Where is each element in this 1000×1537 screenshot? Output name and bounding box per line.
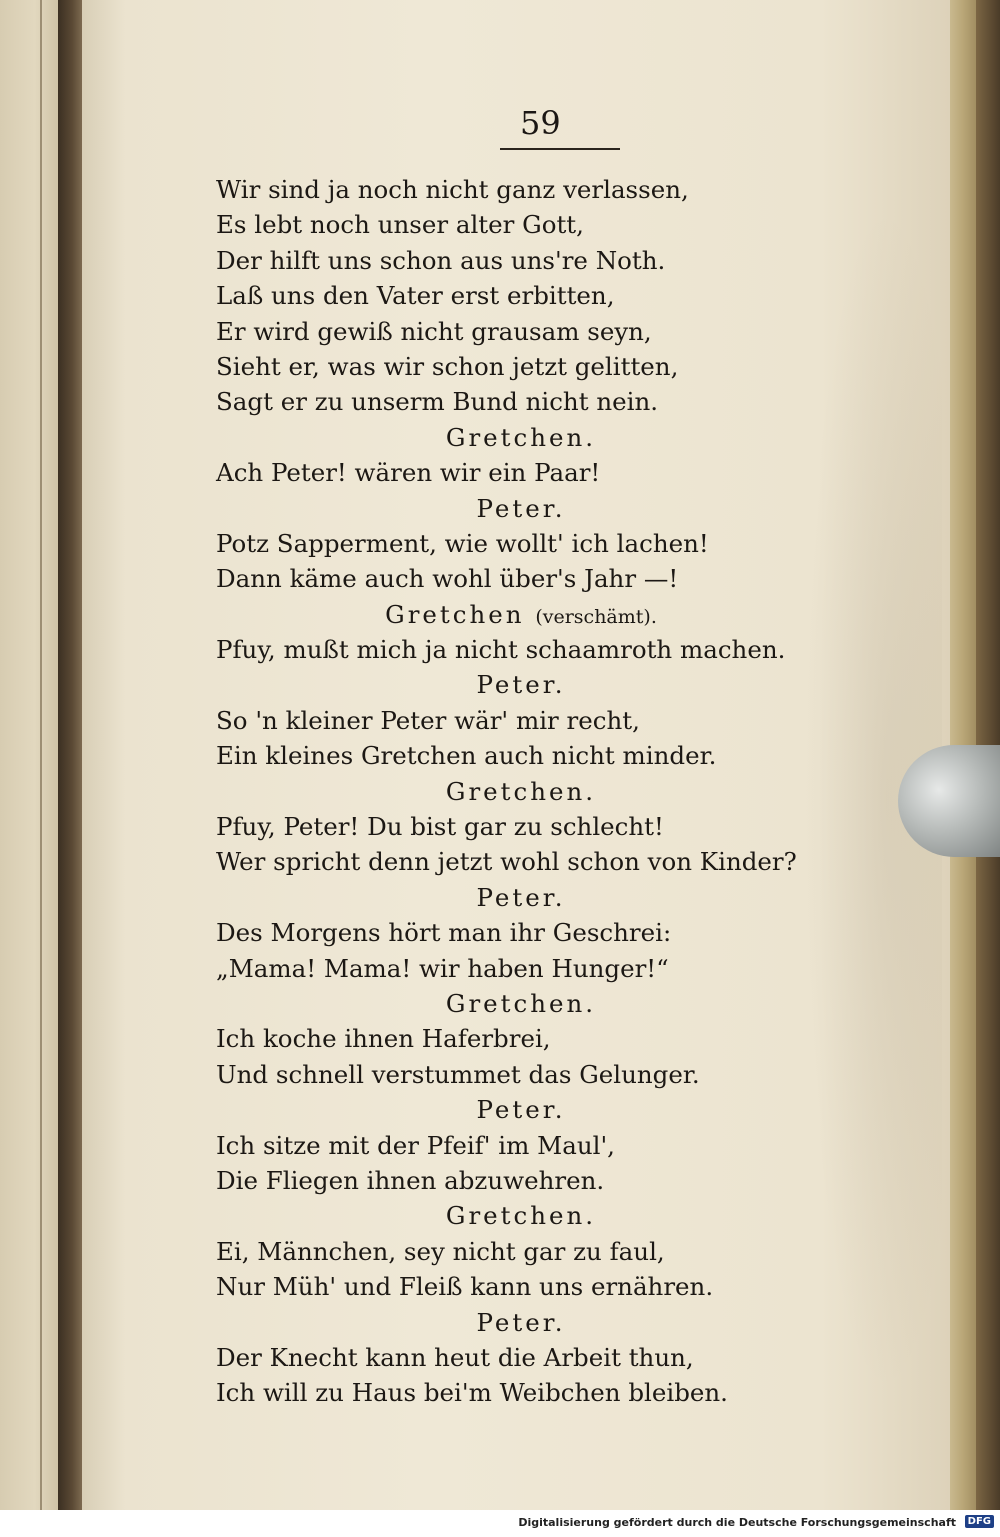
verse-line: Er wird gewiß nicht grausam seyn, [216,316,652,346]
speaker-label: Peter. [476,493,566,523]
page-weight-clip [898,745,1000,857]
speaker-name [216,597,736,632]
verse-line: Ich will zu Haus bei'm Weibchen bleiben. [216,1378,728,1408]
verse-line: So 'n kleiner Peter wär' mir recht, [216,705,640,735]
speaker-label: Peter. [476,1307,566,1337]
poem-text [216,172,896,1411]
verse-line: Dann käme auch wohl über's Jahr —! [216,564,679,594]
left-page-edge [0,0,58,1510]
verse-line: Potz Sapperment, wie wollt' ich lachen! [216,528,709,558]
verse-line: Des Morgens hört man ihr Geschrei: [216,918,672,948]
speaker-name [216,1305,736,1340]
verse-line: Ei, Männchen, sey nicht gar zu faul, [216,1236,665,1266]
verse-line: Pfuy, Peter! Du bist gar zu schlecht! [216,812,664,842]
verse-line: Die Fliegen ihnen abzuwehren. [216,1165,605,1195]
verse-line: Wer spricht denn jetzt wohl schon von Kinder? [216,847,797,877]
verse-line: Ich koche ihnen Haferbrei, [216,1024,551,1054]
speaker-label: Gretchen. [445,422,597,452]
speaker-label: Gretchen [385,599,525,629]
speaker-name [216,420,736,455]
verse-line: Wir sind ja noch nicht ganz verlassen, [216,175,689,204]
speaker-label: Gretchen. [445,1201,597,1231]
verse-line: Nur Müh' und Fleiß kann uns ernähren. [216,1272,714,1302]
speaker-name [216,667,736,702]
verse-line: Sieht er, was wir schon jetzt gelitten, [216,351,679,381]
speaker-label: Gretchen. [445,776,597,806]
verse-line: Ein kleines Gretchen auch nicht minder. [216,741,717,771]
dfg-logo: DFG [965,1515,994,1528]
speaker-name [216,1092,736,1127]
speaker-name [216,491,736,526]
speaker-name [216,774,736,809]
book-gutter [58,0,82,1510]
left-page-border [40,0,42,1510]
verse-line: Pfuy, mußt mich ja nicht schaamroth machen. [216,635,786,665]
speaker-label: Peter. [476,882,566,912]
speaker-label: Peter. [476,670,566,700]
verse-line: „Mama! Mama! wir haben Hunger!“ [216,953,669,983]
speaker-name [216,1198,736,1233]
verse-line: Laß uns den Vater erst erbitten, [216,281,615,311]
verse-line: Sagt er zu unserm Bund nicht nein. [216,387,659,417]
verse-line: Es lebt noch unser alter Gott, [216,210,584,240]
verse-line: Ach Peter! wären wir ein Paar! [216,458,601,488]
verse-line: Und schnell verstummet das Gelunger. [216,1059,700,1089]
verse-line: Der hilft uns schon aus uns're Noth. [216,245,666,275]
stage-direction: (verschämt). [535,605,657,628]
speaker-name [216,880,736,915]
speaker-name [216,986,736,1021]
speaker-label: Gretchen. [445,988,597,1018]
speaker-label: Peter. [476,1095,566,1125]
verse-line: Der Knecht kann heut die Arbeit thun, [216,1342,694,1372]
header-rule [500,148,620,150]
footer-credit: Digitalisierung gefördert durch die Deutsche Forschungsgemeinschaft [518,1516,956,1529]
verse-line: Ich sitze mit der Pfeif' im Maul', [216,1130,615,1160]
page-number: 59 [520,104,561,142]
